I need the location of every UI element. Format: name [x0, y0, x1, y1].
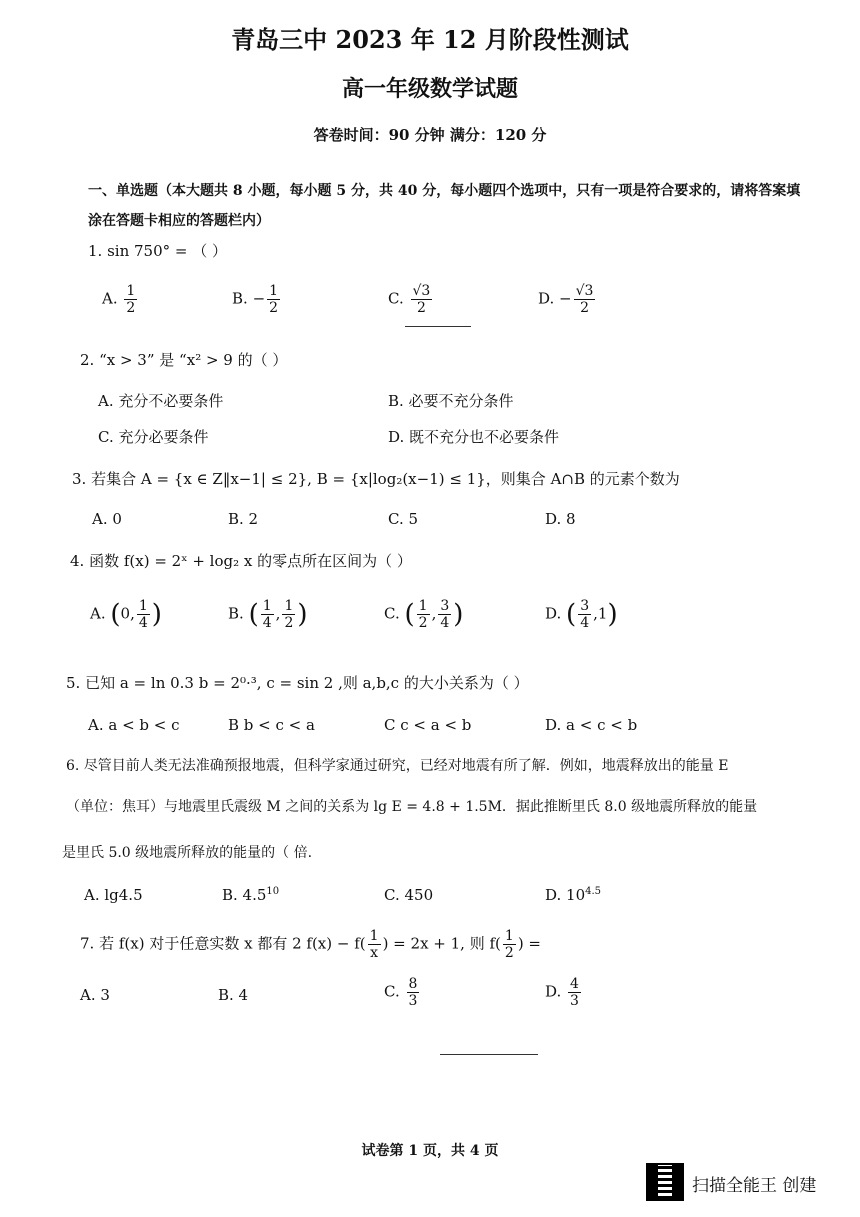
q2-option-d: D. 既不充分也不必要条件: [388, 428, 560, 446]
fraction: $\frac{1}{x}$: [369, 928, 379, 961]
q2-stem: 2. “x > 3” 是 “x² > 9 的（ ）: [80, 351, 288, 369]
q4-option-a: A. (0, $\frac{1}{4}$ ): [90, 598, 162, 631]
q5-option-b: B b < c < a: [228, 716, 315, 734]
q1-option-c: C. $\frac{√3}{2}$: [388, 283, 431, 316]
q6-option-d: D. $10^{4.5}$: [545, 886, 602, 904]
q3-option-a: A. 0: [92, 510, 122, 528]
section-heading: 一、单选题（本大题共 8 小题，每小题 5 分，共 40 分，每小题四个选项中，只有一项是符合要求的，请将答案填涂在答题卡相应的答题栏内）: [88, 183, 801, 229]
fraction: $\frac{1}{2}$: [284, 598, 294, 631]
q1-option-b: B. − $\frac{1}{2}$: [232, 283, 279, 316]
q4-option-b: B. ( $\frac{1}{4}$ , $\frac{1}{2}$ ): [228, 598, 308, 631]
fraction: $\frac{1}{4}$: [262, 598, 272, 631]
fraction: $\frac{3}{4}$: [440, 598, 450, 631]
q4-option-c: C. ( $\frac{1}{2}$ , $\frac{3}{4}$ ): [384, 598, 464, 631]
q7-option-c: C. $\frac{8}{3}$: [384, 976, 418, 1009]
scanner-watermark: 扫描全能王 创建: [692, 1176, 817, 1196]
q3-option-c: C. 5: [388, 510, 419, 528]
q2-option-b: B. 必要不充分条件: [388, 392, 514, 410]
exam-meta: 答卷时间：90 分钟 满分：120 分: [313, 126, 547, 144]
q6-option-b: B. $4.5^{10}$: [222, 886, 280, 904]
q7-option-a: A. 3: [80, 986, 110, 1004]
q1-stem: 1. sin 750° = （ ）: [88, 242, 228, 260]
fraction: $\frac{3}{4}$: [580, 598, 590, 631]
fraction: $\frac{1}{4}$: [138, 598, 148, 631]
q6-option-c: C. 450: [384, 886, 434, 904]
q7-stem: 7. 若 f(x) 对于任意实数 x 都有 2 f(x) − f( $\frac{1}{x}$ ) = 2x + 1, 则 f( $\frac{1}{2}$ ) =: [80, 928, 542, 961]
exam-title: 青岛三中 2023 年 12 月阶段性测试: [231, 25, 629, 54]
answer-underline: [405, 326, 471, 327]
fraction: $\frac{√3}{2}$: [412, 283, 431, 316]
qr-code-icon: [646, 1163, 684, 1201]
q1-option-d: D. − $\frac{√3}{2}$: [538, 283, 594, 316]
fraction: $\frac{1}{2}$: [504, 928, 514, 961]
q6-line-1: 6. 尽管目前人类无法准确预报地震，但科学家通过研究，已经对地震有所了解．例如，地震释放出的能量 E: [66, 758, 729, 774]
fraction: $\frac{4}{3}$: [570, 976, 579, 1009]
q5-option-c: C c < a < b: [384, 716, 472, 734]
q2-option-c: C. 充分必要条件: [98, 428, 209, 446]
q7-option-b: B. 4: [218, 986, 249, 1004]
q3-stem: 3. 若集合 A = {x ∈ Z‖x−1| ≤ 2}, B = {x|log₂(x−1) ≤ 1}，则集合 A∩B 的元素个数为: [72, 470, 680, 488]
page-number: 试卷第 1 页，共 4 页: [361, 1143, 499, 1159]
q6-line-3: 是里氏 5.0 级地震所释放的能量的（ 倍.: [62, 845, 313, 861]
q5-stem: 5. 已知 a = ln 0.3 b = 2⁰·³, c = sin 2 ,则 a,b,c 的大小关系为（ ）: [66, 674, 529, 692]
fraction: $\frac{8}{3}$: [408, 976, 418, 1009]
end-divider: [440, 1054, 538, 1055]
q2-option-a: A. 充分不必要条件: [98, 392, 224, 410]
q6-line-2: （单位：焦耳）与地震里氏震级 M 之间的关系为 lg E = 4.8 + 1.5M．据此推断里氏 8.0 级地震所释放的能量: [66, 799, 758, 815]
q5-option-a: A. a < b < c: [88, 716, 180, 734]
q4-stem: 4. 函数 f(x) = 2ˣ + log₂ x 的零点所在区间为（ ）: [70, 552, 412, 570]
q1-option-a: A. $\frac{1}{2}$: [102, 283, 136, 316]
fraction: $\frac{1}{2}$: [269, 283, 279, 316]
q3-option-d: D. 8: [545, 510, 576, 528]
q3-option-b: B. 2: [228, 510, 259, 528]
q4-option-d: D. ( $\frac{3}{4}$ ,1): [545, 598, 618, 631]
exam-subtitle: 高一年级数学试题: [341, 76, 518, 102]
fraction: $\frac{1}{2}$: [126, 283, 136, 316]
q7-option-d: D. $\frac{4}{3}$: [545, 976, 579, 1009]
q5-option-d: D. a < c < b: [545, 716, 638, 734]
fraction: $\frac{√3}{2}$: [575, 283, 594, 316]
fraction: $\frac{1}{2}$: [418, 598, 428, 631]
q6-option-a: A. lg4.5: [84, 886, 143, 904]
